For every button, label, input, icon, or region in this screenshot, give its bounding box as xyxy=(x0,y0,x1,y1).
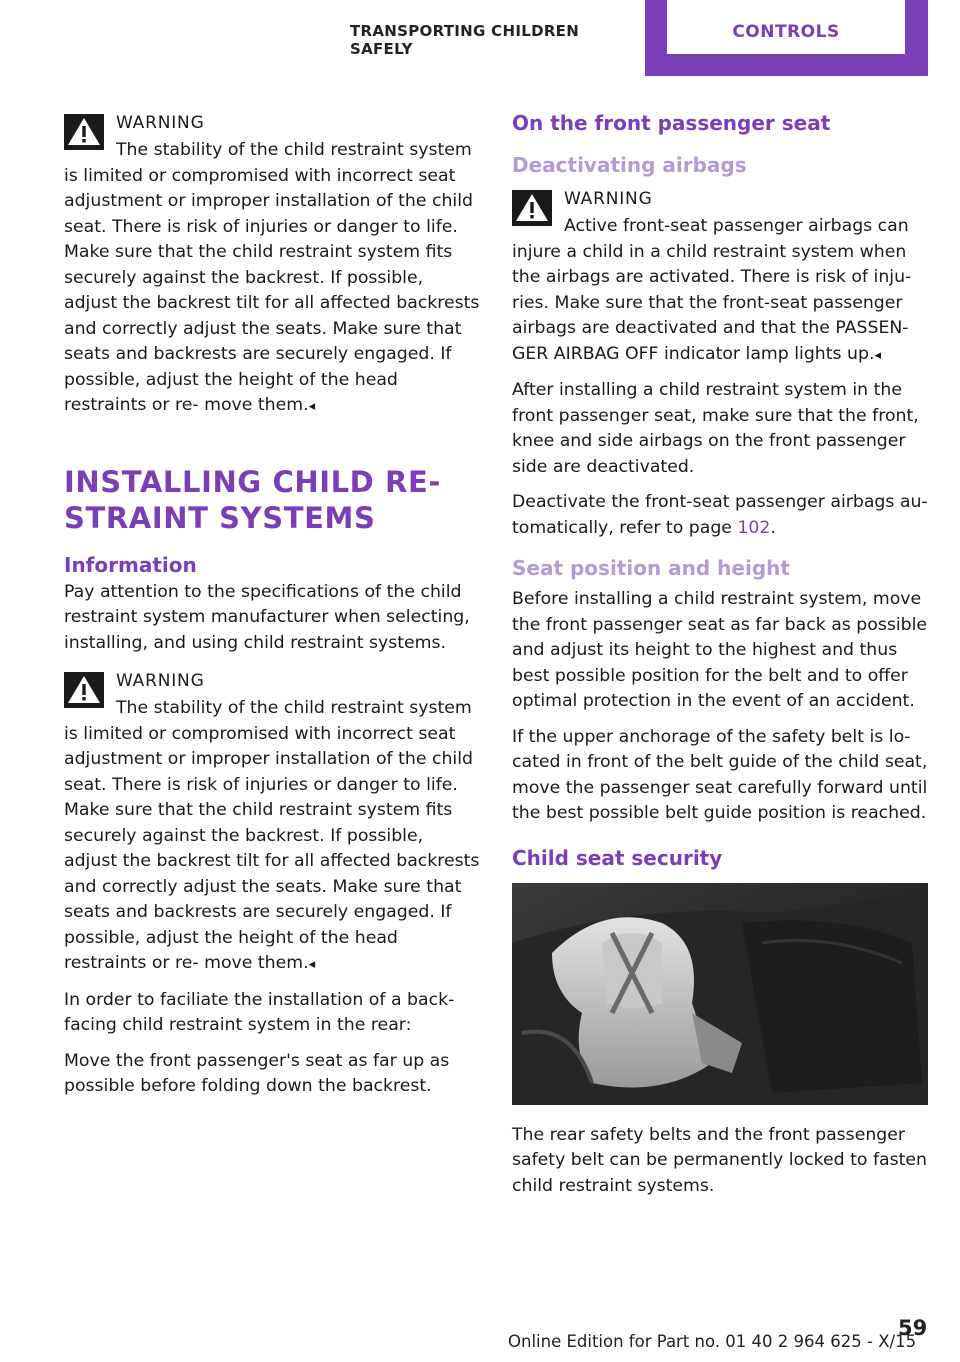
footer-edition: Online Edition for Part no. 01 40 2 964 625 - X/15 xyxy=(508,1332,917,1351)
running-header-section: TRANSPORTING CHILDREN SAFELY xyxy=(350,22,580,58)
warning-body-text: is limited or compromised with incorrect seat adjustment or improper installation of the child seat. There is risk of injuries or danger to life. Make sure that the child restraint system fits securely against the backrest. If possible, adjust the backrest tilt for all affected backrests and correctly adjust the seats. Make sure that seats and backrests are securely engaged. If possible, adjust the height of the head restraints or re‐ move them. xyxy=(64,165,480,415)
warning-triangle-icon xyxy=(64,114,104,150)
sub-heading: Deactivating airbags xyxy=(512,153,747,177)
page-number: 59 xyxy=(898,1316,928,1340)
paragraph: After installing a child restraint system in the front passenger seat, make sure that the front, knee and side airbags on the front passenger side are deactivated. xyxy=(512,380,919,477)
warning-block-2 xyxy=(64,666,480,978)
paragraph: If the upper anchorage of the safety belt is lo‐ cated in front of the belt guide of the child seat, move the passenger seat carefully forward until the best possible belt guide position is reached. xyxy=(512,726,928,823)
paragraph: Move the front passenger's seat as far up as possible before folding down the backrest. xyxy=(64,1050,450,1096)
paragraph: Before installing a child restraint system, move the front passenger seat as far back as possible and adjust its height to the highest and thus best possible position for the belt and to offer optimal protection in the event of an accident. xyxy=(512,589,928,711)
paragraph-text: Deactivate the front-seat passenger airbags au‐ tomatically, refer to page xyxy=(512,492,928,538)
warning-title: WARNING xyxy=(116,113,205,133)
info-text: Pay attention to the specifications of the child restraint system manufacturer when selecting, installing, and using child restraint systems. xyxy=(64,581,470,653)
warning-first-line: The stability of the child restraint system xyxy=(116,140,472,160)
warning-first-line: Active front-seat passenger airbags can xyxy=(564,216,909,236)
warning-title: WARNING xyxy=(564,189,653,209)
section-heading: INSTALLING CHILD RE‐ STRAINT SYSTEMS xyxy=(64,464,442,535)
warning-body xyxy=(512,240,928,369)
warning-first-line: The stability of the child restraint system xyxy=(116,698,472,718)
end-mark: ◂ xyxy=(308,399,316,414)
warning-title: WARNING xyxy=(116,671,205,691)
warning-body-text: is limited or compromised with incorrect seat adjustment or improper installation of the child seat. There is risk of injuries or danger to life. Make sure that the child restraint system fits securely against the backrest. If possible, adjust the backrest tilt for all affected backrests and correctly adjust the seats. Make sure that seats and backrests are securely engaged. If possible, adjust the height of the head restraints or re‐ move them. xyxy=(64,723,480,973)
paragraph: The rear safety belts and the front passenger safety belt can be permanently locked to fasten child restraint systems. xyxy=(512,1124,928,1196)
warning-block-1 xyxy=(64,108,480,420)
end-mark: ◂ xyxy=(308,957,316,972)
info-heading: Information xyxy=(64,552,197,577)
warning-body-text: injure a child in a child restraint system when the airbags are activated. There is risk of inju‐ ries. Make sure that the front-seat passenger airbags are deactivated and that the PASSEN‐ GER AIRBAG OFF indicator lamp lights up. xyxy=(512,241,912,364)
warning-body xyxy=(64,722,480,978)
paragraph-end: . xyxy=(770,517,776,538)
right-column xyxy=(512,108,928,1209)
warning-triangle-icon xyxy=(512,190,552,226)
warning-block-3 xyxy=(512,184,928,368)
paragraph: In order to faciliate the installation of a back‐ facing child restraint system in the rear: xyxy=(64,989,455,1035)
page-reference-link[interactable]: 102 xyxy=(737,517,771,538)
child-seat-photo xyxy=(512,883,928,1105)
section-heading: Child seat security xyxy=(512,845,723,870)
warning-body xyxy=(64,164,480,420)
sub-heading: Seat position and height xyxy=(512,556,790,580)
paragraph xyxy=(512,490,928,541)
end-mark: ◂ xyxy=(874,347,881,363)
chapter-tab-label: CONTROLS xyxy=(732,22,840,42)
warning-triangle-icon xyxy=(64,672,104,708)
left-column xyxy=(64,108,480,1110)
section-heading: On the front passenger seat xyxy=(512,111,831,135)
